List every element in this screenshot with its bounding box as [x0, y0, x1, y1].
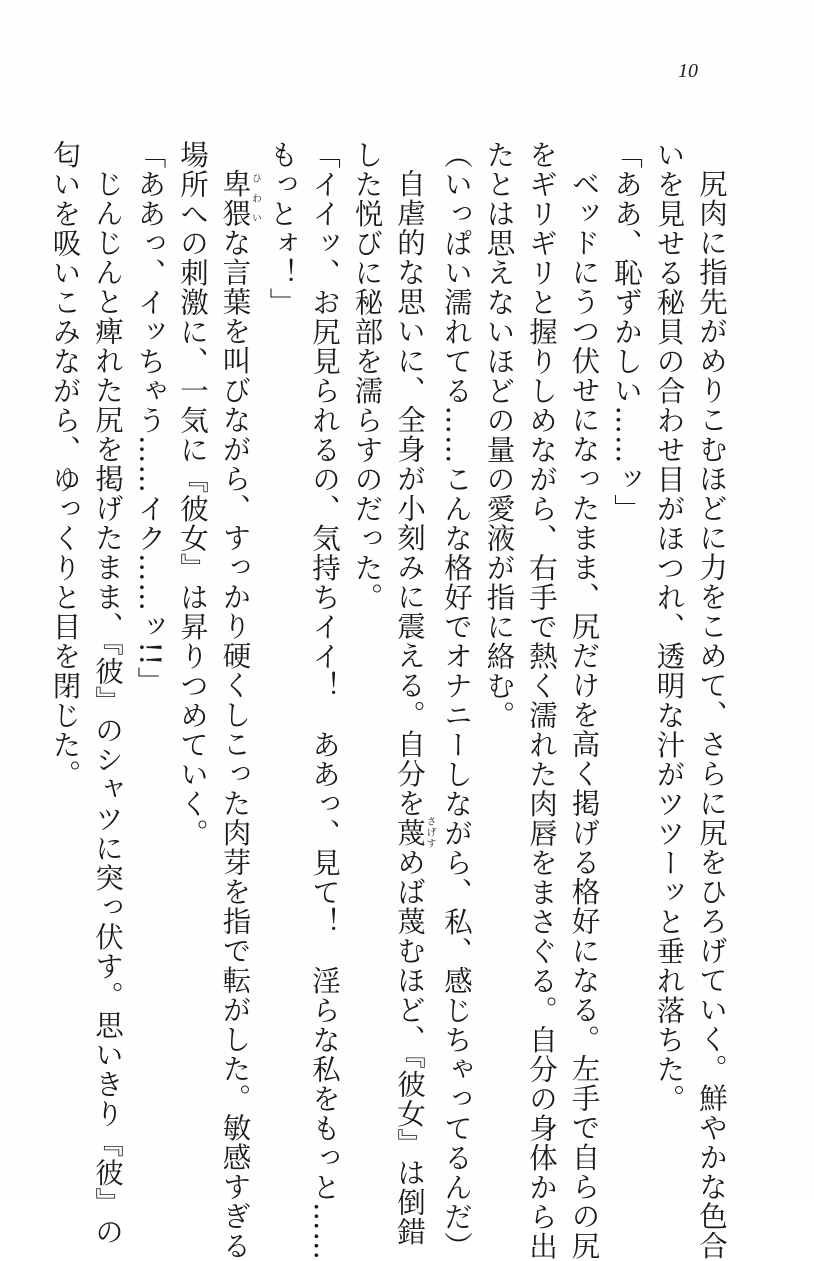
text-column: をギリギリと握りしめながら、右手で熱く濡れた肉唇をまさぐる。自分の身体から出: [525, 140, 558, 1261]
text-column: もっとォ！」: [265, 140, 299, 317]
text-column: 卑猥ひわいな言葉を叫びながら、すっかり硬くしこった肉芽を指で転がした。敏感すぎる: [218, 168, 261, 1260]
vertical-text-body: [43, 140, 732, 1261]
furigana-ruby: 卑猥ひわい: [218, 168, 261, 228]
text-column: 「ああ、恥ずかしい……ッ」: [610, 140, 643, 524]
text-column: 尻肉に指先がめりこむほどに力をこめて、さらに尻をひろげていく。鮮やかな色合: [695, 168, 728, 1260]
text-column: 場所への刺激に、一気に『彼女』は昇りつめていく。: [176, 140, 209, 848]
text-column: （いっぱい濡れてる……こんな格好でオナニーしながら、私、感じちゃってるんだ）: [440, 140, 473, 1261]
page-number: 10: [678, 60, 698, 82]
text-column: いを見せる秘貝の合わせ目がほつれ、透明な汁がツツーッと垂れ落ちた。: [652, 140, 686, 1114]
text-column: ベッドにうつ伏せになったまま、尻だけを高く掲げる格好になる。左手で自らの尻: [567, 168, 601, 1260]
text-column: 匂いを吸いこみながら、ゆっくりと目を閉じた。: [48, 140, 82, 789]
text-column: 「イイッ、お尻見られるの、気持ちイイ！ ああっ、見て！ 淫らな私をもっと……: [308, 140, 341, 1261]
text-column: 「ああっ、イッちゃう……イク……ッ!!」: [133, 140, 167, 696]
furigana-ruby: 蔑さげす: [393, 815, 435, 849]
text-column: たとは思えないほどの量の愛液が指に絡む。: [482, 140, 516, 730]
text-column: した悦びに秘部を濡らすのだった。: [350, 140, 384, 612]
text-column: 自虐的な思いに、全身が小刻みに震える。自分を蔑さげすめば蔑むほど、『彼女』は倒錯: [393, 168, 435, 1246]
text-column: じんじんと痺れた尻を掲げたまま、『彼』のシャツに突っ伏す。思いきり『彼』の: [91, 168, 124, 1246]
